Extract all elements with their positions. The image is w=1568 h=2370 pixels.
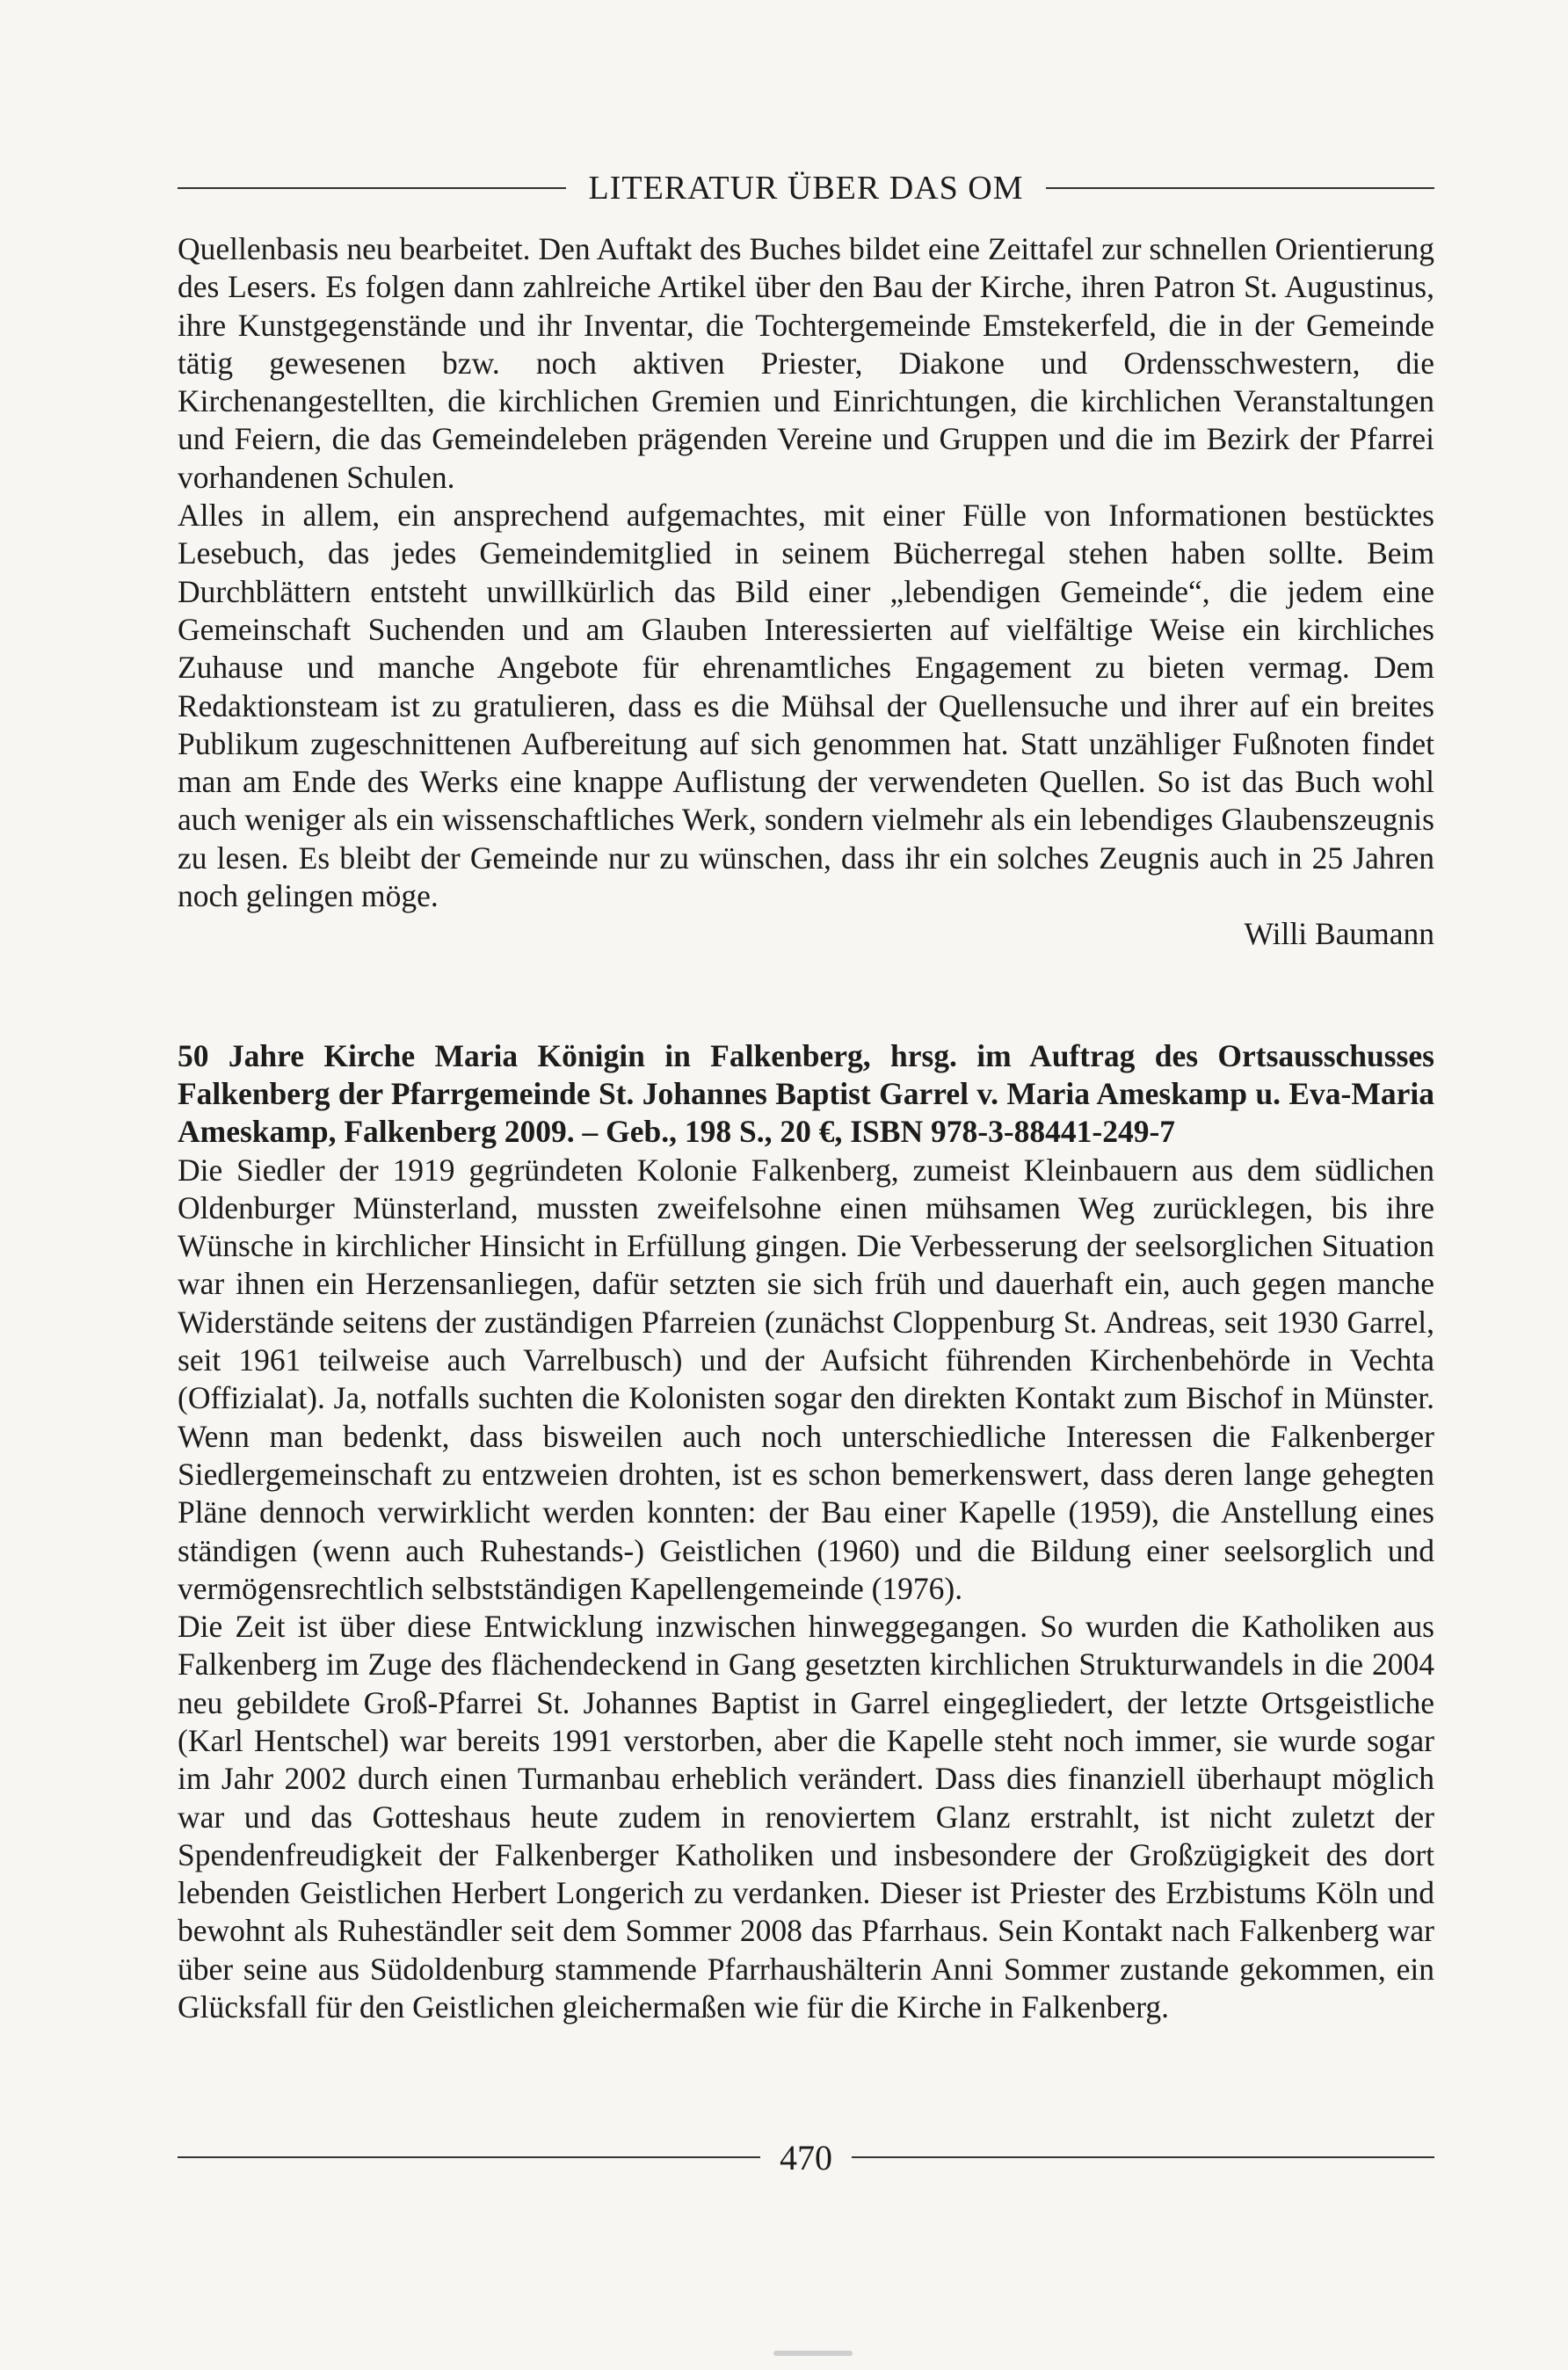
paragraph: Die Zeit ist über diese Entwicklung inzwischen hinweggegangen. So wurden die Katholiken aus Falkenberg im Zuge des flächendeckend in Gang gesetzten kirchlichen Strukturwandels in die 2004 neu gebildete Groß-Pfarrei St. Johannes Baptist in Garrel eingegliedert, der letzte Ortsgeistliche (Karl Hentschel) war bereits 1991 verstorben, aber die Kapelle steht noch immer, sie wurde sogar im Jahr 2002 durch einen Turmanbau erheblich verändert. Dass dies finanziell überhaupt möglich war und das Gotteshaus heute zudem in renoviertem Glanz erstrahlt, ist nicht zuletzt der Spendenfreudigkeit der Falkenberger Katholiken und insbesondere der Großzügigkeit des dort lebenden Geistlichen Herbert Longerich zu verdanken. Dieser ist Priester des Erzbistums Köln und bewohnt als Ruheständler seit dem Sommer 2008 das Pfarrhaus. Sein Kontakt nach Falkenberg war über seine aus Südoldenburg stammende Pfarrhaushälterin Anni Sommer zustande gekommen, ein Glücksfall für den Geistlichen gleichermaßen wie für die Kirche in Falkenberg.	[178, 1609, 1434, 2025]
page-footer	[178, 2131, 1434, 2184]
footer-rule-right	[852, 2156, 1434, 2158]
paragraph: Die Siedler der 1919 gegründeten Kolonie Falkenberg, zumeist Kleinbauern aus dem südlichen Oldenburger Münsterland, mussten zweifelsohne einen mühsamen Weg zurücklegen, bis ihre Wünsche in kirchlicher Hinsicht in Erfüllung gingen. Die Verbesserung der seelsorglichen Situation war ihnen ein Herzensanliegen, dafür setzten sie sich früh und dauerhaft ein, auch gegen manche Widerstände seitens der zuständigen Pfarreien (zunächst Cloppenburg St. Andreas, seit 1930 Garrel, seit 1961 teilweise auch Varrelbusch) und der Aufsicht führenden Kirchenbehörde in Vechta (Offizialat). Ja, notfalls suchten die Kolonisten sogar den direkten Kontakt zum Bischof in Münster. Wenn man bedenkt, dass bisweilen auch noch unterschiedliche Interessen die Falkenberger Siedlergemeinschaft zu entzweien drohten, ist es schon bemerkenswert, dass deren lange gehegten Pläne dennoch verwirklicht werden konnten: der Bau einer Kapelle (1959), die Anstellung eines ständigen (wenn auch Ruhestands-) Geistlichen (1960) und die Bildung einer seelsorglich und vermögensrechtlich selbstständigen Kapellengemeinde (1976).	[178, 1152, 1434, 1606]
paragraph: Quellenbasis neu bearbeitet. Den Auftakt des Buches bildet eine Zeittafel zur schnellen Orientierung des Lesers. Es folgen dann zahlreiche Artikel über den Bau der Kirche, ihren Patron St. Augustinus, ihre Kunstgegenstände und ihr Inventar, die Tochtergemeinde Emstekerfeld, die in der Gemeinde tätig gewesenen bzw. noch aktiven Priester, Diakone und Ordensschwestern, die Kirchenangestellten, die kirchlichen Gremien und Einrichtungen, die kirchlichen Veranstaltungen und Feiern, die das Gemeindeleben prägenden Vereine und Gruppen und die im Bezirk der Pfarrei vorhandenen Schulen.	[178, 231, 1434, 495]
running-title: LITERATUR ÜBER DAS OM	[588, 170, 1024, 207]
review-falkenberg	[178, 1037, 1434, 2027]
footer-rule-left	[178, 2156, 760, 2158]
review-willi-baumann	[178, 230, 1434, 954]
scan-smudge	[773, 2351, 853, 2356]
section-gap	[178, 954, 1434, 1037]
page-body	[178, 230, 1434, 2026]
paragraph: Alles in allem, ein ansprechend aufgemachtes, mit einer Fülle von Informationen bestücktes Lesebuch, das jedes Gemeindemitglied in seinem Bücherregal stehen haben sollte. Beim Durchblättern entsteht unwillkürlich das Bild einer „lebendigen Gemeinde“, die jedem eine Gemeinschaft Suchenden und am Glauben Interessierten auf vielfältige Weise ein kirchliches Zuhause und manche Angebote für ehrenamtliches Engagement zu bieten vermag. Dem Redaktionsteam ist zu gratulieren, dass es die Mühsal der Quellensuche und ihrer auf ein breites Publikum zugeschnittenen Aufbereitung auf sich genommen hat. Statt unzähliger Fußnoten findet man am Ende des Werks eine knappe Auflistung der verwendeten Quellen. So ist das Buch wohl auch weniger als ein wissenschaftliches Werk, sondern vielmehr als ein lebendiges Glaubenszeugnis zu lesen. Es bleibt der Gemeinde nur zu wünschen, dass ihr ein solches Zeugnis auch in 25 Jahren noch gelingen möge.	[178, 498, 1434, 914]
review-author: Willi Baumann	[1244, 916, 1434, 952]
book-citation-heading: 50 Jahre Kirche Maria Königin in Falkenberg, hrsg. im Auftrag des Ortsausschusses Falkenberg der Pfarrgemeinde St. Johannes Baptist Garrel v. Maria Ameskamp u. Eva-Maria Ameskamp, Falkenberg 2009. – Geb., 198 S., 20 €, ISBN 978-3-88441-249-7	[178, 1037, 1434, 1150]
header-rule-right	[1046, 187, 1434, 189]
header-rule-left	[178, 187, 566, 189]
running-header	[178, 164, 1434, 213]
page-number: 470	[780, 2137, 832, 2177]
